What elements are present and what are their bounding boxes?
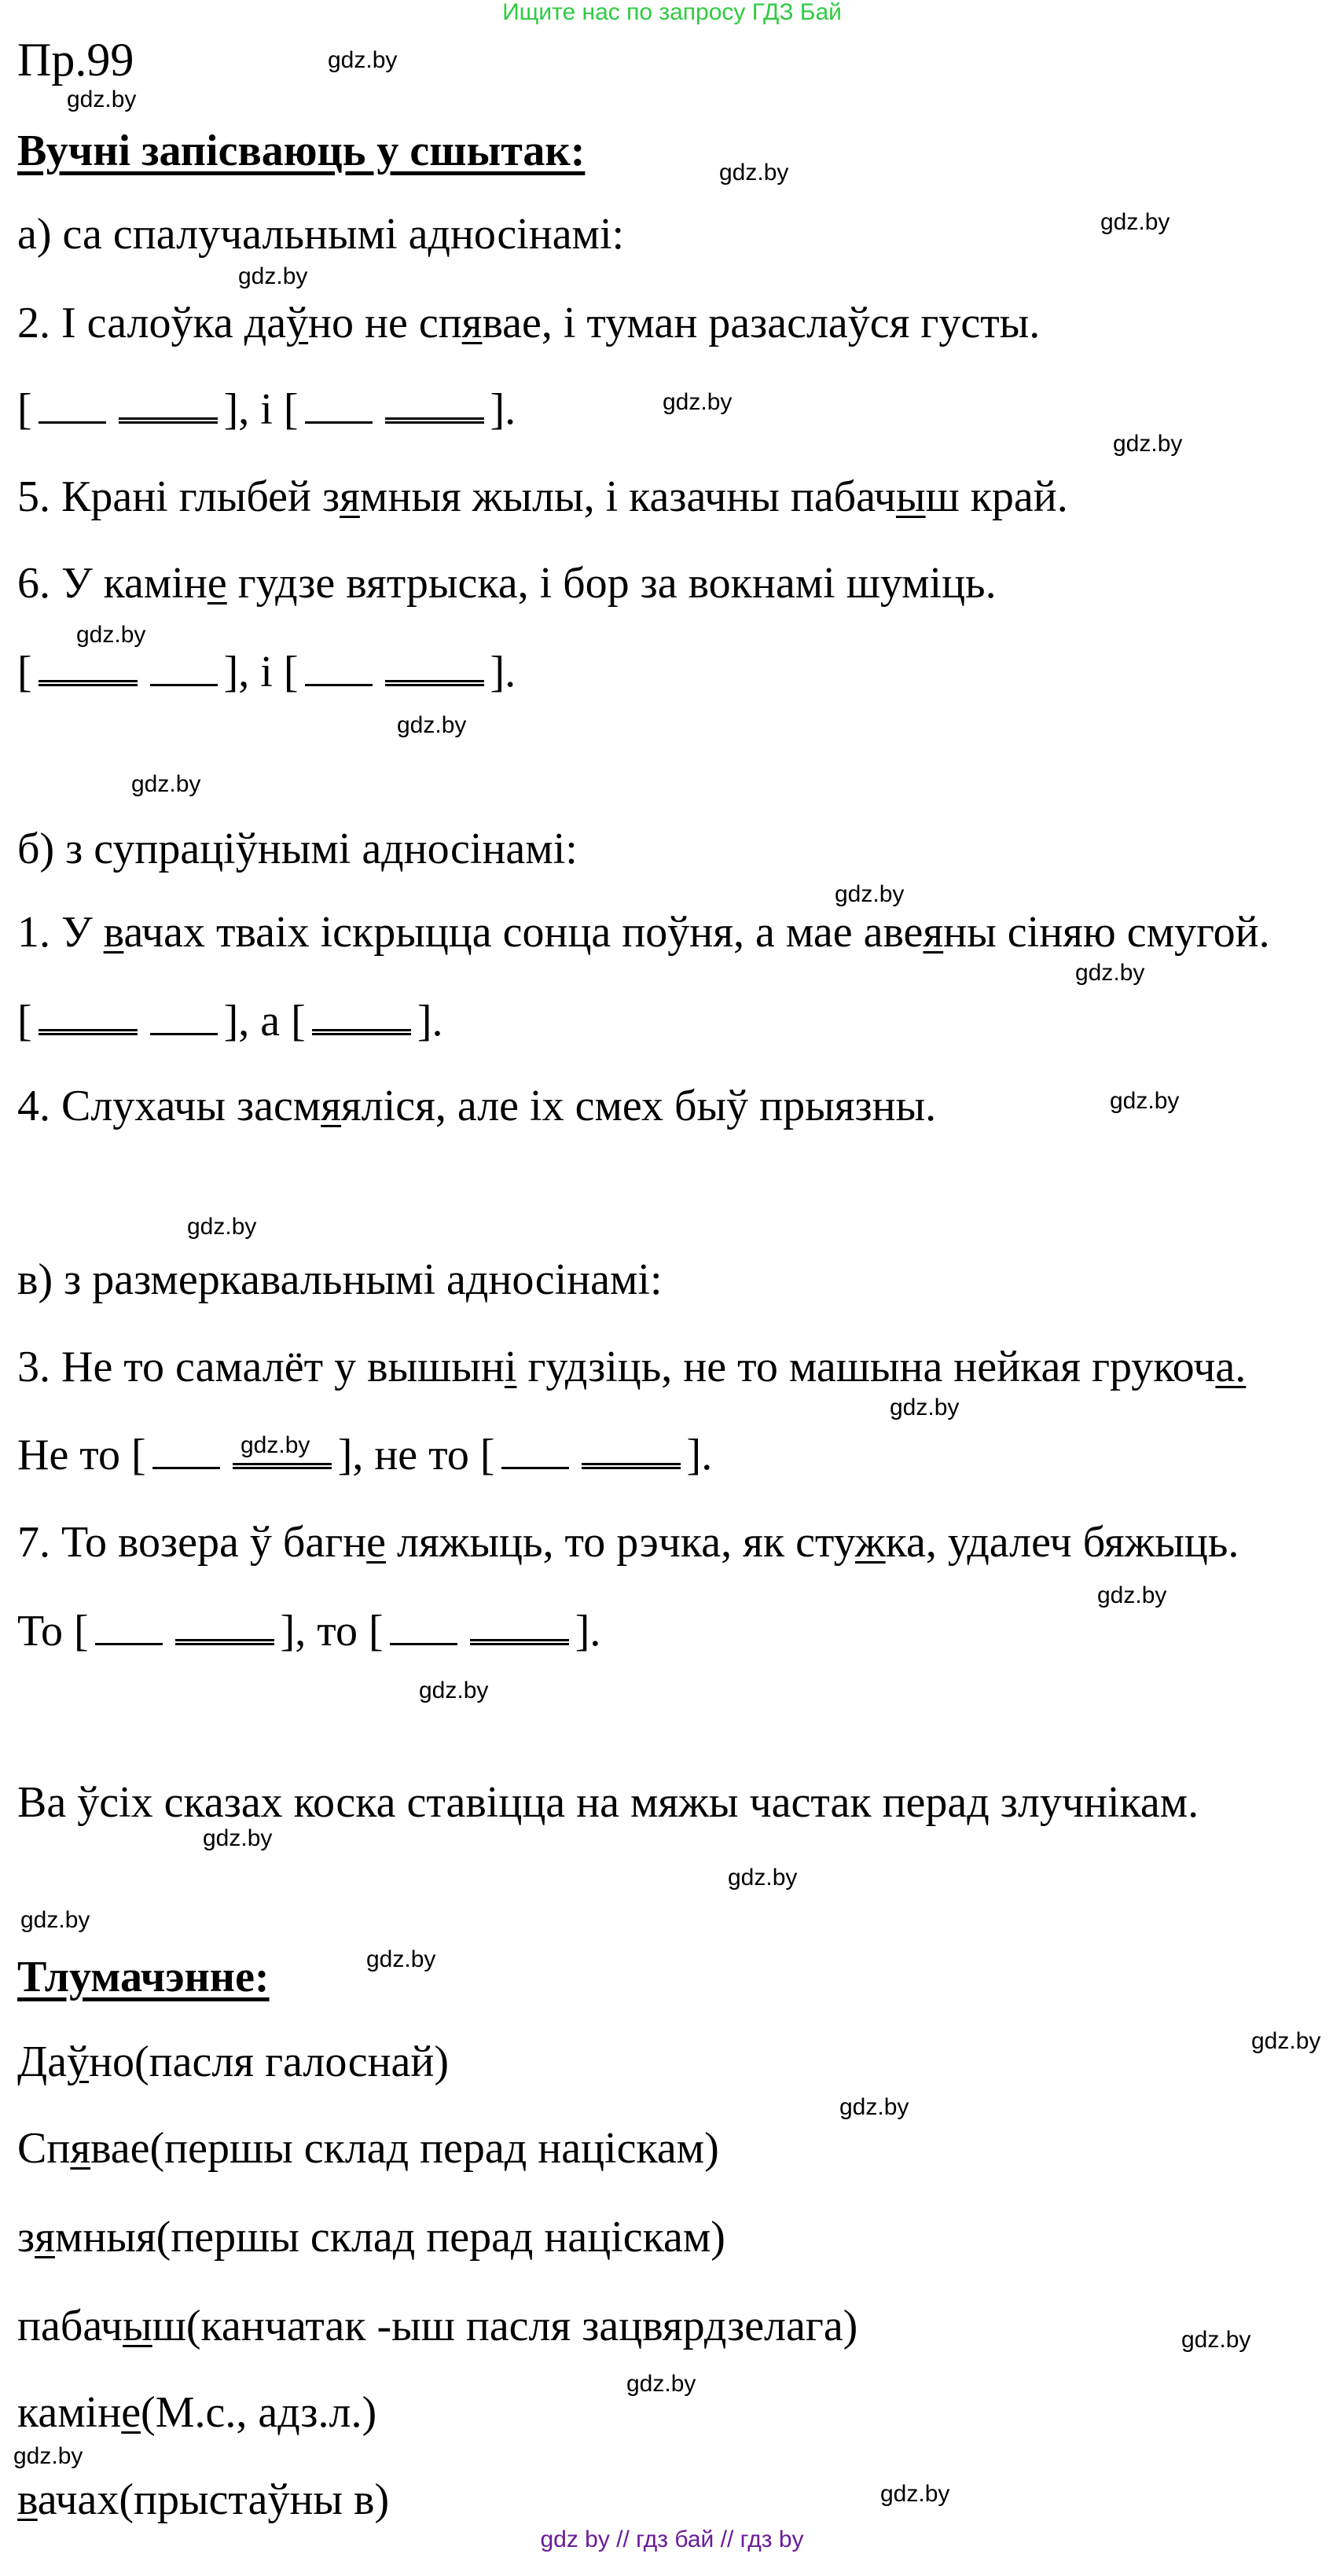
scheme-text: То [ — [17, 1607, 89, 1655]
text-segment: (М.с., адз.л.) — [141, 2388, 377, 2437]
underlined-letter: ы — [123, 2302, 152, 2350]
sentence-3 — [17, 1342, 1246, 1392]
predicate-double-line — [582, 1431, 681, 1469]
text-segment: ка, удалеч бяжыць. — [885, 1518, 1239, 1567]
sentence-7 — [17, 1517, 1239, 1567]
scheme-text: [ — [17, 648, 32, 696]
text-segment: гудзе вятрыска, і бор за вокнамі шуміць. — [226, 559, 997, 608]
explanation-heading: Тлумачэнне: — [17, 1953, 270, 2001]
text-segment: з — [17, 2213, 35, 2262]
subject-line — [39, 385, 106, 424]
subject-line — [95, 1607, 163, 1645]
scheme-sentence-3 — [17, 1430, 712, 1480]
exercise-number: Пр.99 — [17, 34, 134, 86]
predicate-double-line — [385, 649, 484, 686]
scheme-text: ]. — [686, 1431, 713, 1479]
scheme-text: ]. — [417, 997, 443, 1045]
underlined-letter: е — [121, 2388, 141, 2437]
watermark: gdz.by — [1181, 2327, 1251, 2353]
explanation-4 — [17, 2301, 857, 2351]
sentence-2 — [17, 298, 1040, 348]
watermark: gdz.by — [241, 1432, 310, 1458]
text-segment: 2. І салоўка да — [17, 299, 287, 347]
underlined-letter: я — [461, 299, 483, 347]
watermark: gdz.by — [397, 712, 467, 738]
underlined-letter: е — [366, 1518, 387, 1567]
text-segment: Да — [17, 2038, 68, 2086]
underlined-letter: я — [923, 908, 944, 957]
underlined-letter: в — [17, 2475, 38, 2524]
watermark: gdz.by — [880, 2481, 950, 2507]
text-segment: ш(канчатак -ыш пасля зацвярдзелага) — [152, 2302, 858, 2350]
predicate-double-line — [119, 386, 218, 424]
watermark: gdz.by — [663, 389, 733, 415]
text-segment: вае(першы склад перад націскам) — [90, 2124, 719, 2173]
underlined-letter: ў — [67, 2038, 90, 2086]
text-segment: 4. Слухачы засм — [17, 1082, 321, 1130]
watermark: gdz.by — [1075, 960, 1145, 986]
scheme-sentence-7 — [17, 1606, 600, 1656]
explanation-6 — [17, 2475, 389, 2525]
underlined-letter: ў — [286, 299, 309, 347]
text-segment: пабач — [17, 2302, 123, 2350]
watermark: gdz.by — [187, 1214, 257, 1240]
scheme-text: ], а [ — [223, 997, 306, 1045]
watermark: gdz.by — [20, 1907, 90, 1933]
scheme-text: ], і [ — [223, 648, 299, 696]
underlined-letter: я — [70, 2124, 91, 2173]
watermark: gdz.by — [839, 2094, 909, 2120]
text-segment: мныя жылы, і казачны пабач — [359, 472, 896, 521]
text-segment: мныя(першы склад перад націскам) — [54, 2213, 725, 2262]
watermark: gdz.by — [626, 2371, 696, 2397]
subject-line — [152, 1431, 220, 1469]
scheme-text: ]. — [490, 385, 516, 434]
underlined-letter: я — [35, 2213, 55, 2262]
watermark: gdz.by — [366, 1946, 436, 1972]
underlined-letter: ж — [854, 1518, 886, 1567]
scheme-sentence-6 — [17, 647, 516, 697]
text-segment: вае, і туман разаслаўся густы. — [482, 299, 1041, 347]
scheme-sentence-2 — [17, 384, 516, 435]
text-segment: яліся, але іх смех быў прыязны. — [341, 1082, 937, 1130]
underlined-letter: я — [321, 1082, 341, 1130]
text-segment: 7. То возера ў багн — [17, 1518, 367, 1567]
watermark: gdz.by — [1113, 431, 1183, 457]
underlined-letter: е — [207, 559, 227, 608]
watermark: gdz.by — [1097, 1582, 1167, 1608]
sentence-5 — [17, 472, 1068, 522]
text-segment: 6. У камін — [17, 559, 207, 608]
subject-line — [150, 997, 218, 1035]
text-segment: ш край. — [925, 472, 1068, 521]
text-segment: ачах(прыстаўны в) — [37, 2475, 390, 2524]
footer-links[interactable]: gdz by // гдз бай // гдз by — [540, 2526, 804, 2552]
explanation-3 — [17, 2212, 725, 2262]
subject-line — [390, 1607, 457, 1645]
text-segment: камін — [17, 2388, 122, 2437]
scheme-text: Не то [ — [17, 1431, 146, 1479]
watermark: gdz.by — [419, 1678, 489, 1703]
underlined-letter: в — [103, 908, 124, 957]
watermark: gdz.by — [890, 1395, 960, 1420]
watermark: gdz.by — [1100, 209, 1170, 235]
watermark: gdz.by — [13, 2443, 83, 2469]
predicate-double-line — [385, 386, 484, 424]
predicate-double-line — [470, 1608, 569, 1645]
text-segment: 3. Не то самалёт у вышын — [17, 1343, 505, 1391]
text-segment: 5. Крані глыбей з — [17, 472, 340, 521]
conclusion: Ва ўсіх сказах коска ставіцца на мяжы частак перад злучнікам. — [17, 1778, 1199, 1827]
predicate-double-line — [312, 998, 411, 1035]
predicate-double-line — [175, 1608, 274, 1645]
watermark: gdz.by — [203, 1825, 273, 1851]
scheme-text: ], і [ — [223, 385, 299, 434]
watermark: gdz.by — [835, 881, 905, 907]
explanation-5 — [17, 2387, 376, 2438]
scheme-sentence-1 — [17, 996, 442, 1046]
subject-line — [501, 1431, 569, 1469]
watermark: gdz.by — [67, 86, 137, 112]
watermark: gdz.by — [328, 47, 398, 73]
underlined-letter: я — [340, 472, 360, 521]
subject-line — [150, 648, 218, 686]
subject-line — [305, 648, 373, 686]
scheme-text: ]. — [490, 648, 516, 696]
text-segment: но не сп — [308, 299, 462, 347]
text-segment: ны сіняю смугой. — [943, 908, 1270, 957]
subject-line — [305, 385, 373, 424]
sentence-1 — [17, 907, 1270, 957]
scheme-text: [ — [17, 385, 32, 434]
text-segment: но(пасля галоснай) — [89, 2038, 450, 2086]
watermark: gdz.by — [131, 771, 201, 797]
scheme-text: ]. — [575, 1607, 601, 1655]
scheme-text: ], то [ — [280, 1607, 384, 1655]
watermark: gdz.by — [728, 1865, 798, 1891]
predicate-double-line — [39, 998, 138, 1035]
section-b-title: б) з супраціўнымі адносінамі: — [17, 825, 578, 873]
watermark: gdz.by — [238, 263, 308, 289]
text-segment: 1. У — [17, 908, 104, 957]
explanation-1 — [17, 2037, 449, 2087]
watermark: gdz.by — [76, 622, 146, 648]
text-segment: Сп — [17, 2124, 71, 2173]
predicate-double-line — [39, 649, 138, 686]
scheme-text: [ — [17, 997, 32, 1045]
text-segment: гудзіць, не то машына нейкая грукоч — [516, 1343, 1216, 1391]
watermark: gdz.by — [1110, 1088, 1180, 1114]
sentence-6 — [17, 558, 997, 608]
section-heading: Вучні запісваюць у сшытак: — [17, 127, 586, 175]
section-a-title: а) са спалучальнымі адносінамі: — [17, 210, 625, 259]
explanation-2 — [17, 2123, 719, 2174]
text-segment: ачах тваіх іскрыцца сонца поўня, а мае аве — [123, 908, 924, 957]
underlined-letter: а. — [1215, 1343, 1247, 1391]
underlined-letter: і — [504, 1343, 517, 1391]
scheme-text: ], не то [ — [337, 1431, 495, 1479]
text-segment: ляжыць, то рэчка, як сту — [386, 1518, 855, 1567]
watermark: gdz.by — [719, 160, 789, 186]
sentence-4 — [17, 1081, 936, 1131]
section-c-title: в) з размеркавальнымі адносінамі: — [17, 1255, 663, 1304]
underlined-letter: ы — [895, 472, 926, 521]
watermark: gdz.by — [1251, 2028, 1321, 2054]
search-banner[interactable]: Ищите нас по запросу ГДЗ Бай — [502, 0, 842, 25]
